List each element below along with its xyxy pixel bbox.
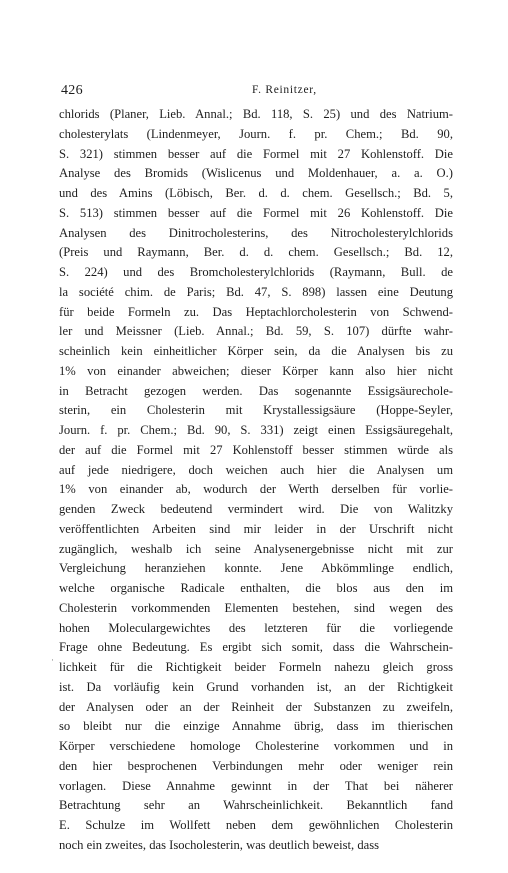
text-line: den hier besprochenen Verbindungen mehr oder weniger rein [59,758,453,773]
text-line: Vergleichung heranziehen konnte. Jene Abkömmlinge endlich, [59,561,453,576]
text-line: veröffentlichten Arbeiten sind mir leider in der Urschrift nicht [59,521,453,536]
text-line: Körper verschiedene homologe Cholesterine vorkommen und in [59,739,453,753]
text-line: S. 321) stimmen besser auf die Formel mit 27 Kohlenstoff. Die [59,146,453,161]
text-line: chlorids (Planer, Lieb. Annal.; Bd. 118, S. 25) und des Natrium- [59,107,453,121]
text-line: in Betracht gezogen werden. Das sogenannte Essigsäurechole- [59,383,453,398]
text-line: vorlagen. Diese Annahme gewinnt in der That bei näherer [59,778,453,793]
text-line: Analysen des Dinitrocholesterins, des Nitrocholesterylchlorids [59,225,453,240]
body-text [59,105,453,856]
text-line: 1% von einander abweichen; dieser Körper kann also hier nicht [59,363,453,378]
text-line: Cholesterin vorkommenden Elementen bestehen, sind wegen des [59,600,453,615]
text-line: ler und Meissner (Lieb. Annal.; Bd. 59, S. 107) dürfte wahr- [59,324,453,339]
text-line: scheinlich kein einheitlicher Körper sein, da die Analysen bis zu [59,344,453,358]
text-line: der Analysen oder an der Reinheit der Substanzen zu zweifeln, [59,699,453,714]
text-line: hohen Moleculargewichtes des letzteren für die vorliegende [59,620,453,635]
page-number: 426 [61,83,83,98]
text-line: Analyse des Bromids (Wislicenus und Moldenhauer, a. a. O.) [59,166,453,181]
text-line: Frage ohne Bedeutung. Es ergibt sich somit, dass die Wahrschein- [59,640,453,655]
text-line: E. Schulze im Wollfett neben dem gewöhnlichen Cholesterin [59,818,453,832]
text-line: cholesterylats (Lindenmeyer, Journ. f. pr. Chem.; Bd. 90, [59,126,453,141]
text-line: genden Zweck bedeutend vermindert wird. Die von Walitzky [59,502,453,516]
running-head: F. Reinitzer, [252,84,317,96]
text-line: für beide Formeln zu. Das Heptachlorcholesterin von Schwend- [59,304,453,319]
text-line: la société chim. de Paris; Bd. 47, S. 898) lassen eine Deutung [59,284,453,299]
text-line: 1% von einander ab, wodurch der Werth derselben für vorlie- [59,482,453,497]
text-line: (Preis und Raymann, Ber. d. d. chem. Gesellsch.; Bd. 12, [59,245,453,260]
page-header [59,83,453,99]
text-line: ist. Da vorläufig kein Grund vorhanden ist, an der Richtigkeit [59,679,453,694]
text-line: lichkeit für die Richtigkeit beider Formeln nahezu gleich gross [59,660,453,674]
text-line: sterin, ein Cholesterin mit Krystallessigsäure (Hoppe-Seyler, [59,403,453,418]
text-line: Betrachtung sehr an Wahrscheinlichkeit. Bekanntlich fand [59,798,453,813]
text-line: und des Amins (Löbisch, Ber. d. d. chem. Gesellsch.; Bd. 5, [59,186,453,200]
text-line: zugänglich, weshalb ich seine Analysenergebnisse nicht mit zur [59,541,453,556]
text-line: welche organische Radicale enthalten, die blos aus den im [59,581,453,595]
text-line: der auf die Formel mit 27 Kohlenstoff besser stimmen würde als [59,442,453,457]
text-line: so bleibt nur die einzige Annahme übrig, dass im thierischen [59,719,453,734]
stray-ink-mark: · [51,655,54,665]
text-line: auf jede niedrigere, doch weichen auch hier die Analysen um [59,462,453,477]
text-line: noch ein zweites, das Isocholesterin, was deutlich beweist, dass [59,837,380,852]
text-line: S. 513) stimmen besser auf die Formel mit 26 Kohlenstoff. Die [59,205,453,220]
text-line: Journ. f. pr. Chem.; Bd. 90, S. 331) zeigt einen Essigsäuregehalt, [59,423,453,437]
text-line: S. 224) und des Bromcholesterylchlorids (Raymann, Bull. de [59,265,453,279]
